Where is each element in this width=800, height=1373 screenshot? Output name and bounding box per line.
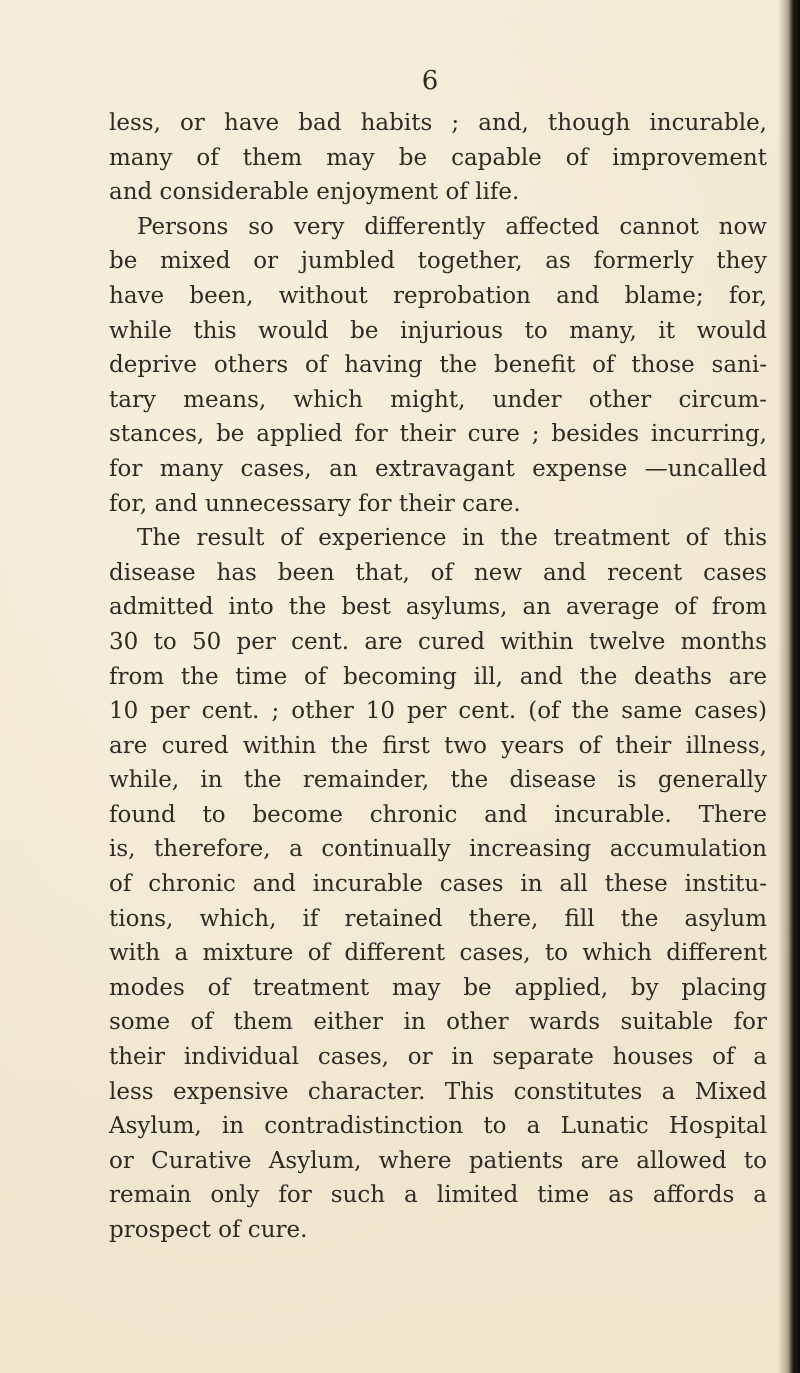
text-line: of chronic and incurable cases in all these institu-	[109, 871, 767, 898]
text-line: their individual cases, or in separate houses of a	[109, 1044, 767, 1071]
text-line: while, in the remainder, the disease is generally	[109, 767, 767, 794]
text-line: Asylum, in contradistinction to a Lunatic Hospital	[109, 1113, 767, 1140]
text-line: less expensive character. This constitutes a Mixed	[109, 1078, 767, 1105]
text-line: stances, be applied for their cure ; besides incurring,	[109, 421, 767, 448]
text-line: are cured within the first two years of their illness,	[109, 732, 767, 759]
text-line: some of them either in other wards suitable for	[109, 1009, 767, 1036]
text-line: many of them may be capable of improvement	[109, 144, 767, 171]
text-line: found to become chronic and incurable. There	[109, 801, 767, 828]
text-line: from the time of becoming ill, and the deaths are	[109, 663, 767, 690]
text-line: deprive others of having the benefit of those sani-	[109, 352, 767, 379]
text-line: 10 per cent. ; other 10 per cent. (of the same cases)	[109, 698, 767, 725]
text-line: admitted into the best asylums, an average of from	[109, 594, 767, 621]
text-line: prospect of cure.	[109, 1217, 308, 1243]
text-line: for, and unnecessary for their care.	[109, 490, 521, 517]
text-line: less, or have bad habits ; and, though incurable,	[109, 110, 767, 136]
text-line: tions, which, if retained there, fill the asylum	[109, 905, 767, 932]
text-line: be mixed or jumbled together, as formerly they	[109, 248, 767, 275]
page-edge-shadow	[778, 0, 800, 1373]
text-line: disease has been that, of new and recent cases	[109, 559, 767, 586]
text-line: The result of experience in the treatment of this	[137, 525, 767, 552]
text-line: and considerable enjoyment of life.	[109, 179, 520, 206]
text-line: 30 to 50 per cent. are cured within twelve months	[109, 628, 767, 655]
text-line: have been, without reprobation and blame; for,	[109, 282, 767, 309]
text-line: Persons so very differently affected cannot now	[137, 213, 767, 240]
text-line: while this would be injurious to many, it would	[109, 317, 767, 344]
text-line: with a mixture of different cases, to which different	[109, 940, 767, 967]
text-line: modes of treatment may be applied, by placing	[109, 974, 767, 1001]
text-line: tary means, which might, under other circum-	[109, 386, 767, 413]
text-line: is, therefore, a continually increasing accumulation	[109, 836, 767, 863]
text-line: for many cases, an extravagant expense —uncalled	[109, 455, 767, 482]
body-text	[109, 106, 767, 1248]
text-line: remain only for such a limited time as affords a	[109, 1182, 767, 1209]
text-line: or Curative Asylum, where patients are allowed to	[109, 1147, 767, 1174]
page-number: 6	[421, 66, 439, 96]
